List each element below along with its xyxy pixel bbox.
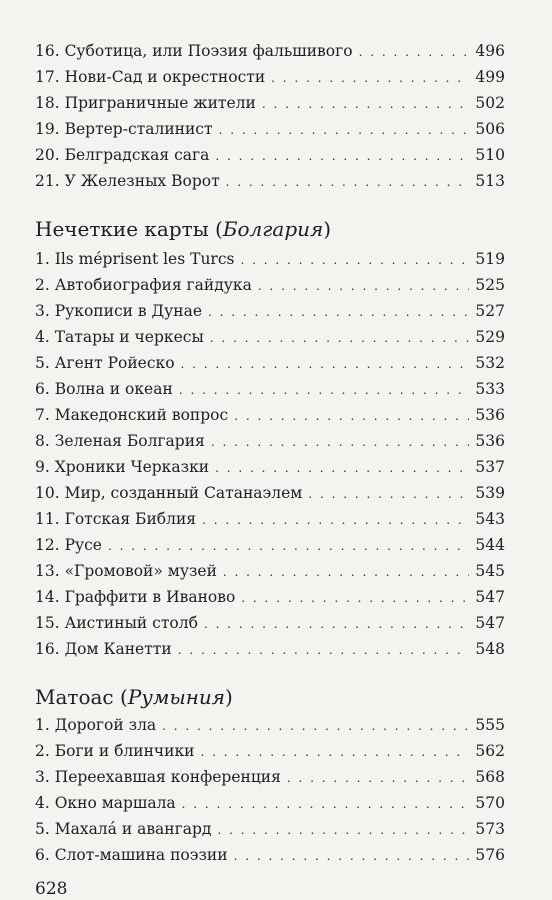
entry-title: 17. Нови-Сад и окрестности: [35, 68, 266, 86]
entry-page: 543: [475, 510, 505, 528]
entry-title: 6. Волна и океан: [35, 380, 173, 398]
entry-title: 3. Переехавшая конференция: [35, 768, 281, 786]
section-heading-bulgaria: Нечеткие карты (Болгария): [35, 217, 332, 241]
entry-title: 21. У Железных Ворот: [35, 172, 220, 190]
toc-entry[interactable]: [35, 376, 505, 402]
entry-page: 547: [475, 588, 505, 606]
toc-entry[interactable]: [35, 712, 505, 738]
entry-page: 570: [475, 794, 505, 812]
leader-dots: [219, 117, 470, 143]
leader-dots: [271, 65, 469, 91]
toc-entry[interactable]: [35, 116, 505, 142]
leader-dots: [202, 507, 469, 533]
entry-title: 3. Рукописи в Дунае: [35, 302, 203, 320]
toc-section-romania: [35, 712, 505, 868]
leader-dots: [208, 299, 469, 325]
toc-entry[interactable]: [35, 816, 505, 842]
leader-dots: [223, 559, 470, 585]
entry-page: 499: [475, 68, 505, 86]
entry-page: 537: [475, 458, 505, 476]
leader-dots: [262, 91, 470, 117]
toc-entry[interactable]: [35, 142, 505, 168]
leader-dots: [359, 39, 470, 65]
section-heading-romania: Матоас (Румыния): [35, 685, 233, 709]
entry-title: 19. Вертер-сталинист: [35, 120, 213, 138]
toc-entry[interactable]: [35, 64, 505, 90]
entry-title: 8. Зеленая Болгария: [35, 432, 205, 450]
toc-entry[interactable]: [35, 454, 505, 480]
entry-page: 532: [475, 354, 505, 372]
toc-entry[interactable]: [35, 790, 505, 816]
toc-entry[interactable]: [35, 428, 505, 454]
leader-dots: [217, 817, 469, 843]
toc-entry[interactable]: [35, 298, 505, 324]
leader-dots: [215, 143, 469, 169]
toc-entry[interactable]: [35, 558, 505, 584]
entry-page: 496: [475, 42, 505, 60]
entry-page: 539: [475, 484, 505, 502]
heading-country: Румыния: [127, 685, 226, 709]
entry-page: 513: [475, 172, 505, 190]
entry-title: 18. Приграничные жители: [35, 94, 256, 112]
toc-entry[interactable]: [35, 610, 505, 636]
entry-title: 7. Македонский вопрос: [35, 406, 229, 424]
entry-page: 529: [475, 328, 505, 346]
leader-dots: [234, 403, 469, 429]
entry-page: 519: [475, 250, 505, 268]
entry-page: 545: [475, 562, 505, 580]
entry-page: 548: [475, 640, 505, 658]
entry-title: 12. Русе: [35, 536, 102, 554]
toc-entry[interactable]: [35, 402, 505, 428]
toc-entry[interactable]: [35, 272, 505, 298]
entry-title: 9. Хроники Черказки: [35, 458, 210, 476]
page-number: 628: [35, 879, 68, 899]
entry-page: 555: [475, 716, 505, 734]
entry-page: 536: [475, 406, 505, 424]
leader-dots: [201, 739, 470, 765]
leader-dots: [181, 351, 470, 377]
entry-page: 547: [475, 614, 505, 632]
toc-entry[interactable]: [35, 738, 505, 764]
entry-title: 15. Аистиный столб: [35, 614, 198, 632]
toc-entry[interactable]: [35, 506, 505, 532]
leader-dots: [241, 585, 469, 611]
toc-entry[interactable]: [35, 246, 505, 272]
toc-entry[interactable]: [35, 38, 505, 64]
leader-dots: [308, 481, 469, 507]
entry-page: 527: [475, 302, 505, 320]
leader-dots: [182, 791, 470, 817]
toc-entry[interactable]: [35, 584, 505, 610]
entry-page: 544: [475, 536, 505, 554]
entry-page: 502: [475, 94, 505, 112]
entry-title: 16. Суботица, или Поэзия фальшивого: [35, 42, 353, 60]
entry-title: 11. Готская Библия: [35, 510, 197, 528]
entry-title: 5. Махала́ и авангард: [35, 820, 212, 838]
entry-page: 568: [475, 768, 505, 786]
entry-page: 562: [475, 742, 505, 760]
entry-title: 14. Граффити в Иваново: [35, 588, 236, 606]
heading-country: Болгария: [222, 217, 324, 241]
entry-page: 506: [475, 120, 505, 138]
leader-dots: [287, 765, 470, 791]
entry-title: 1. Дорогой зла: [35, 716, 157, 734]
entry-title: 1. Ils méprisent les Turcs: [35, 250, 235, 268]
entry-page: 573: [475, 820, 505, 838]
leader-dots: [108, 533, 469, 559]
toc-entry[interactable]: [35, 90, 505, 116]
entry-title: 2. Боги и блинчики: [35, 742, 195, 760]
entry-title: 5. Агент Ройеско: [35, 354, 175, 372]
toc-entry[interactable]: [35, 764, 505, 790]
entry-page: 525: [475, 276, 505, 294]
leader-dots: [211, 429, 470, 455]
entry-title: 16. Дом Канетти: [35, 640, 172, 658]
leader-dots: [204, 611, 469, 637]
heading-title: Нечеткие карты: [35, 217, 209, 241]
entry-title: 2. Автобиография гайдука: [35, 276, 252, 294]
leader-dots: [162, 713, 469, 739]
toc-entry[interactable]: [35, 324, 505, 350]
toc-section-serbia: [35, 38, 505, 194]
entry-title: 6. Слот-машина поэзии: [35, 846, 228, 864]
leader-dots: [258, 273, 470, 299]
leader-dots: [210, 325, 470, 351]
toc-entry[interactable]: [35, 636, 505, 662]
leader-dots: [240, 247, 469, 273]
leader-dots: [226, 169, 470, 195]
entry-page: 533: [475, 380, 505, 398]
toc-entry[interactable]: [35, 532, 505, 558]
toc-entry[interactable]: [35, 168, 505, 194]
toc-entry[interactable]: [35, 350, 505, 376]
toc-section-bulgaria: [35, 246, 505, 662]
toc-entry[interactable]: [35, 480, 505, 506]
toc-entry[interactable]: [35, 842, 505, 868]
entry-title: 20. Белградская сага: [35, 146, 210, 164]
entry-page: 576: [475, 846, 505, 864]
leader-dots: [178, 637, 470, 663]
leader-dots: [179, 377, 470, 403]
leader-dots: [215, 455, 469, 481]
entry-title: 4. Татары и черкесы: [35, 328, 204, 346]
entry-title: 13. «Громовой» музей: [35, 562, 217, 580]
entry-page: 536: [475, 432, 505, 450]
heading-title: Матоас: [35, 685, 114, 709]
leader-dots: [234, 843, 470, 869]
entry-title: 10. Мир, созданный Сатанаэлем: [35, 484, 303, 502]
entry-page: 510: [475, 146, 505, 164]
entry-title: 4. Окно маршала: [35, 794, 176, 812]
